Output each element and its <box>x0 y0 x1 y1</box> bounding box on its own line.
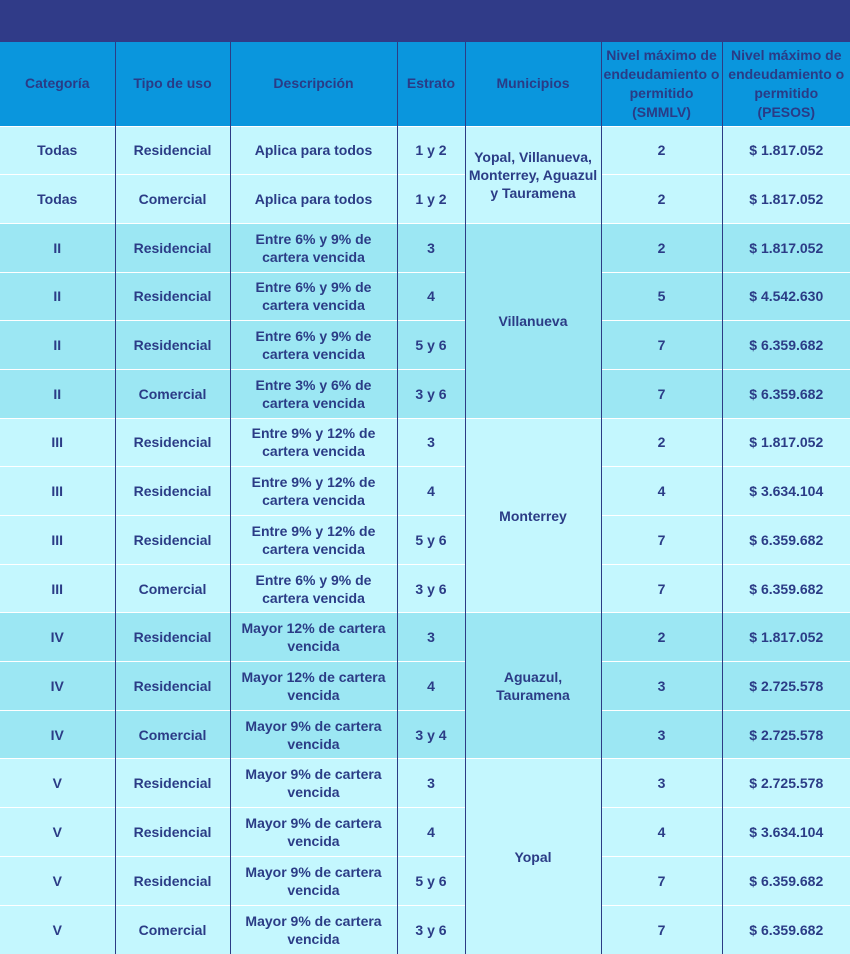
table-row <box>0 467 850 516</box>
cell-categoria: V <box>0 808 115 857</box>
cell-municipios: Aguazul, Tauramena <box>465 613 601 759</box>
cell-municipios: Yopal <box>465 759 601 954</box>
cell-estrato: 3 y 6 <box>397 369 465 418</box>
table-row <box>0 175 850 224</box>
cell-tipo-de-uso: Residencial <box>115 272 230 321</box>
table-body <box>0 126 850 954</box>
cell-estrato: 3 <box>397 613 465 662</box>
cell-estrato: 3 <box>397 418 465 467</box>
table-row <box>0 613 850 662</box>
table-row <box>0 126 850 175</box>
cell-estrato: 4 <box>397 662 465 711</box>
table-row <box>0 905 850 954</box>
cell-tipo-de-uso: Residencial <box>115 759 230 808</box>
cell-tipo-de-uso: Residencial <box>115 613 230 662</box>
cell-nivel-pesos: $ 4.542.630 <box>722 272 850 321</box>
cell-estrato: 1 y 2 <box>397 126 465 175</box>
cell-categoria: III <box>0 467 115 516</box>
cell-categoria: II <box>0 369 115 418</box>
cell-nivel-smmlv: 7 <box>601 369 722 418</box>
cell-estrato: 5 y 6 <box>397 516 465 565</box>
cell-tipo-de-uso: Comercial <box>115 710 230 759</box>
cell-categoria: IV <box>0 662 115 711</box>
table-row <box>0 516 850 565</box>
cell-categoria: Todas <box>0 175 115 224</box>
header-nivel-pesos: Nivel máximo de endeudamiento o permitido (PESOS) <box>722 42 850 126</box>
cell-tipo-de-uso: Residencial <box>115 808 230 857</box>
cell-categoria: V <box>0 905 115 954</box>
table-row <box>0 418 850 467</box>
cell-tipo-de-uso: Residencial <box>115 418 230 467</box>
header-municipios: Municipios <box>465 42 601 126</box>
cell-descripcion: Mayor 12% de cartera vencida <box>230 662 397 711</box>
table-row <box>0 759 850 808</box>
table-row <box>0 369 850 418</box>
cell-tipo-de-uso: Residencial <box>115 321 230 370</box>
cell-descripcion: Mayor 12% de cartera vencida <box>230 613 397 662</box>
cell-nivel-smmlv: 4 <box>601 467 722 516</box>
cell-categoria: III <box>0 564 115 613</box>
cell-nivel-pesos: $ 6.359.682 <box>722 321 850 370</box>
cell-municipios: Villanueva <box>465 223 601 418</box>
cell-estrato: 4 <box>397 467 465 516</box>
header-tipo-de-uso: Tipo de uso <box>115 42 230 126</box>
cell-estrato: 3 y 6 <box>397 905 465 954</box>
cell-estrato: 1 y 2 <box>397 175 465 224</box>
cell-categoria: V <box>0 856 115 905</box>
cell-nivel-pesos: $ 1.817.052 <box>722 613 850 662</box>
cell-tipo-de-uso: Comercial <box>115 175 230 224</box>
table-row <box>0 564 850 613</box>
cell-categoria: II <box>0 272 115 321</box>
cell-nivel-smmlv: 3 <box>601 759 722 808</box>
cell-categoria: Todas <box>0 126 115 175</box>
cell-descripcion: Mayor 9% de cartera vencida <box>230 905 397 954</box>
table-row <box>0 808 850 857</box>
cell-descripcion: Entre 9% y 12% de cartera vencida <box>230 516 397 565</box>
cell-nivel-smmlv: 2 <box>601 223 722 272</box>
cell-categoria: III <box>0 516 115 565</box>
cell-nivel-pesos: $ 3.634.104 <box>722 467 850 516</box>
table-row <box>0 710 850 759</box>
cell-nivel-pesos: $ 6.359.682 <box>722 856 850 905</box>
cell-nivel-pesos: $ 2.725.578 <box>722 759 850 808</box>
header-estrato: Estrato <box>397 42 465 126</box>
cell-nivel-pesos: $ 6.359.682 <box>722 564 850 613</box>
cell-tipo-de-uso: Residencial <box>115 516 230 565</box>
cell-nivel-smmlv: 5 <box>601 272 722 321</box>
cell-tipo-de-uso: Comercial <box>115 369 230 418</box>
cell-descripcion: Mayor 9% de cartera vencida <box>230 710 397 759</box>
cell-categoria: III <box>0 418 115 467</box>
cell-estrato: 5 y 6 <box>397 856 465 905</box>
cell-tipo-de-uso: Residencial <box>115 223 230 272</box>
cell-tipo-de-uso: Residencial <box>115 662 230 711</box>
cell-estrato: 3 y 6 <box>397 564 465 613</box>
cell-categoria: IV <box>0 613 115 662</box>
cell-nivel-smmlv: 2 <box>601 613 722 662</box>
cell-descripcion: Aplica para todos <box>230 175 397 224</box>
cell-categoria: II <box>0 321 115 370</box>
cell-nivel-smmlv: 2 <box>601 126 722 175</box>
cell-nivel-smmlv: 3 <box>601 662 722 711</box>
cell-tipo-de-uso: Residencial <box>115 126 230 175</box>
cell-nivel-smmlv: 4 <box>601 808 722 857</box>
cell-tipo-de-uso: Residencial <box>115 856 230 905</box>
cell-descripcion: Entre 6% y 9% de cartera vencida <box>230 321 397 370</box>
cell-descripcion: Mayor 9% de cartera vencida <box>230 759 397 808</box>
cell-descripcion: Entre 3% y 6% de cartera vencida <box>230 369 397 418</box>
cell-nivel-pesos: $ 2.725.578 <box>722 662 850 711</box>
header-nivel-smmlv: Nivel máximo de endeudamiento o permitido (SMMLV) <box>601 42 722 126</box>
cell-estrato: 5 y 6 <box>397 321 465 370</box>
cell-tipo-de-uso: Residencial <box>115 467 230 516</box>
cell-descripcion: Aplica para todos <box>230 126 397 175</box>
cell-nivel-pesos: $ 1.817.052 <box>722 418 850 467</box>
cell-descripcion: Entre 6% y 9% de cartera vencida <box>230 223 397 272</box>
header-descripcion: Descripción <box>230 42 397 126</box>
cell-estrato: 3 <box>397 759 465 808</box>
cell-nivel-smmlv: 7 <box>601 516 722 565</box>
cell-municipios: Yopal, Villanueva, Monterrey, Aguazul y Tauramena <box>465 126 601 223</box>
cell-nivel-pesos: $ 6.359.682 <box>722 516 850 565</box>
table-row <box>0 272 850 321</box>
cell-nivel-smmlv: 7 <box>601 321 722 370</box>
cell-nivel-smmlv: 3 <box>601 710 722 759</box>
table-row <box>0 321 850 370</box>
cell-nivel-pesos: $ 1.817.052 <box>722 126 850 175</box>
top-banner <box>0 0 850 42</box>
cell-nivel-pesos: $ 1.817.052 <box>722 223 850 272</box>
cell-estrato: 3 y 4 <box>397 710 465 759</box>
header-categoria: Categoría <box>0 42 115 126</box>
table-row <box>0 856 850 905</box>
cell-nivel-smmlv: 7 <box>601 856 722 905</box>
cell-categoria: II <box>0 223 115 272</box>
cell-nivel-smmlv: 7 <box>601 564 722 613</box>
cell-categoria: V <box>0 759 115 808</box>
cell-municipios: Monterrey <box>465 418 601 613</box>
cell-tipo-de-uso: Comercial <box>115 905 230 954</box>
cell-categoria: IV <box>0 710 115 759</box>
cell-nivel-pesos: $ 3.634.104 <box>722 808 850 857</box>
cell-nivel-smmlv: 2 <box>601 175 722 224</box>
cell-descripcion: Entre 6% y 9% de cartera vencida <box>230 272 397 321</box>
cell-estrato: 4 <box>397 272 465 321</box>
endeudamiento-table <box>0 42 850 954</box>
cell-descripcion: Mayor 9% de cartera vencida <box>230 808 397 857</box>
cell-nivel-smmlv: 7 <box>601 905 722 954</box>
cell-tipo-de-uso: Comercial <box>115 564 230 613</box>
cell-nivel-smmlv: 2 <box>601 418 722 467</box>
cell-nivel-pesos: $ 6.359.682 <box>722 369 850 418</box>
table-row <box>0 223 850 272</box>
table-header-row <box>0 42 850 126</box>
cell-estrato: 4 <box>397 808 465 857</box>
cell-nivel-pesos: $ 1.817.052 <box>722 175 850 224</box>
cell-descripcion: Entre 9% y 12% de cartera vencida <box>230 418 397 467</box>
cell-descripcion: Mayor 9% de cartera vencida <box>230 856 397 905</box>
cell-estrato: 3 <box>397 223 465 272</box>
table-row <box>0 662 850 711</box>
cell-nivel-pesos: $ 2.725.578 <box>722 710 850 759</box>
cell-descripcion: Entre 9% y 12% de cartera vencida <box>230 467 397 516</box>
cell-nivel-pesos: $ 6.359.682 <box>722 905 850 954</box>
cell-descripcion: Entre 6% y 9% de cartera vencida <box>230 564 397 613</box>
